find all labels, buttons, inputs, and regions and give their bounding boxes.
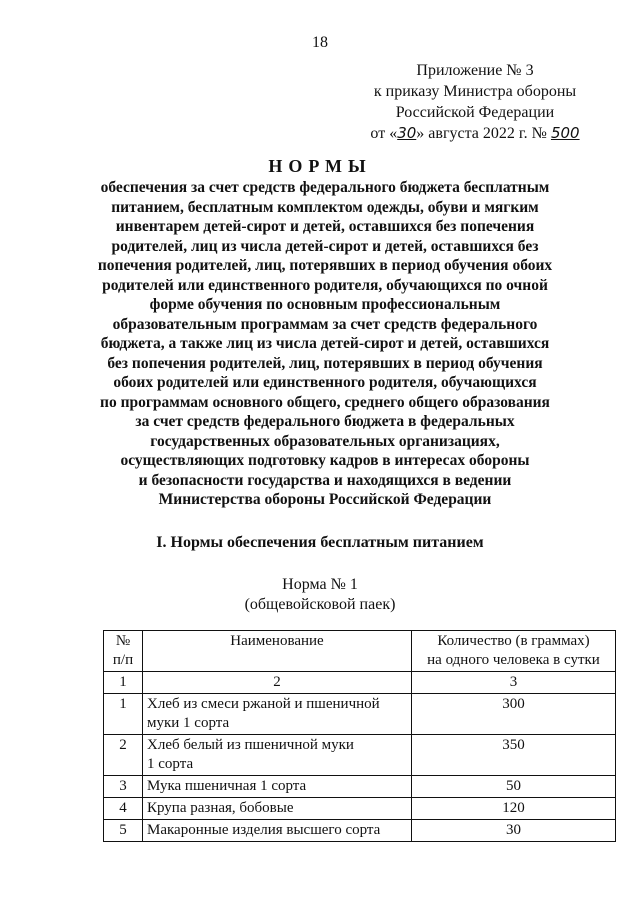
subtitle-line: обоих родителей или единственного родителя, обучающихся [113,374,537,391]
norm-heading [0,575,640,615]
appendix-line: к приказу Министра обороны [373,83,577,100]
row-name-line: Хлеб из смеси ржаной и пшеничной [147,696,380,712]
subtitle-line: форме обучения по основным профессиональным [149,296,501,313]
header-num-line: п/п [112,652,134,668]
subtitle-line: бюджета, а также лиц из числа детей-сирот и детей, оставшихся [100,335,550,352]
header-num [104,631,143,672]
subtitle-line: без попечения родителей, лиц, потерявших в период обучения [107,354,543,372]
subtitle-line: по программам основного общего, среднего общего образования [100,393,550,411]
norms-table [103,630,616,842]
subtitle-line: образовательным программам за счет средств федерального [112,315,538,333]
row-name: Крупа разная, бобовые [143,798,412,820]
appendix-line: Российской Федерации [395,104,555,121]
section-title: I. Нормы обеспечения бесплатным питанием [156,534,484,551]
column-number-row [104,672,616,694]
norm-title: Норма № 1 [282,576,358,593]
row-name [143,735,412,776]
subtitle-line: попечения родителей, лиц, потерявших в период обучения обоих [97,257,553,274]
row-name [143,694,412,735]
page-number: 18 [312,34,328,51]
subtitle-line: инвентарем детей-сирот и детей, оставшихся без попечения [115,218,535,235]
date-mid: » августа 2022 г. № [416,125,551,142]
table-row [104,694,616,735]
subtitle-line: питанием, бесплатным комплектом одежды, обуви и мягким [111,198,539,216]
handwritten-order-number: 500 [550,124,580,142]
row-num: 5 [104,820,143,842]
column-number: 2 [143,672,412,694]
table-row [104,776,616,798]
row-name-line: 1 сорта [147,756,194,772]
table-row [104,735,616,776]
row-qty: 300 [412,694,616,735]
subtitle-line: Министерства обороны Российской Федерации [158,491,492,508]
header-qty-line: на одного человека в сутки [427,652,600,668]
subtitle-line: родителей, лиц из числа детей-сирот и детей, оставшихся без [111,237,539,255]
date-prefix: от « [370,125,398,142]
table-row [104,820,616,842]
header-qty [412,631,616,672]
document-subtitle [90,178,560,510]
table-header-row [104,631,616,672]
header-qty-line: Количество (в граммах) [437,633,590,649]
row-name-line: муки 1 сорта [147,715,230,731]
row-num: 3 [104,776,143,798]
row-qty: 30 [412,820,616,842]
column-number: 1 [104,672,143,694]
subtitle-line: осуществляющих подготовку кадров в интересах обороны [120,452,530,469]
handwritten-day: 30 [397,124,417,142]
header-num-line: № [115,633,131,649]
document-title: НОРМЫ [268,156,372,176]
subtitle-line: обеспечения за счет средств федерального бюджета бесплатным [100,179,550,196]
appendix-line: Приложение № 3 [416,62,534,79]
row-name-line: Хлеб белый из пшеничной муки [147,737,354,753]
row-num: 2 [104,735,143,776]
header-name: Наименование [143,631,412,672]
row-name: Макаронные изделия высшего сорта [143,820,412,842]
norm-subtitle: (общевойсковой паек) [244,596,396,613]
row-qty: 120 [412,798,616,820]
table-row [104,798,616,820]
row-qty: 50 [412,776,616,798]
row-num: 1 [104,694,143,735]
subtitle-line: за счет средств федерального бюджета в федеральных [135,413,515,430]
row-name: Мука пшеничная 1 сорта [143,776,412,798]
subtitle-line: родителей или единственного родителя, обучающихся по очной [102,276,548,294]
subtitle-line: и безопасности государства и находящихся в ведении [138,471,512,489]
row-num: 4 [104,798,143,820]
column-number: 3 [412,672,616,694]
row-qty: 350 [412,735,616,776]
appendix-block [340,60,610,144]
appendix-date [340,123,610,144]
subtitle-line: государственных образовательных организациях, [150,432,500,450]
